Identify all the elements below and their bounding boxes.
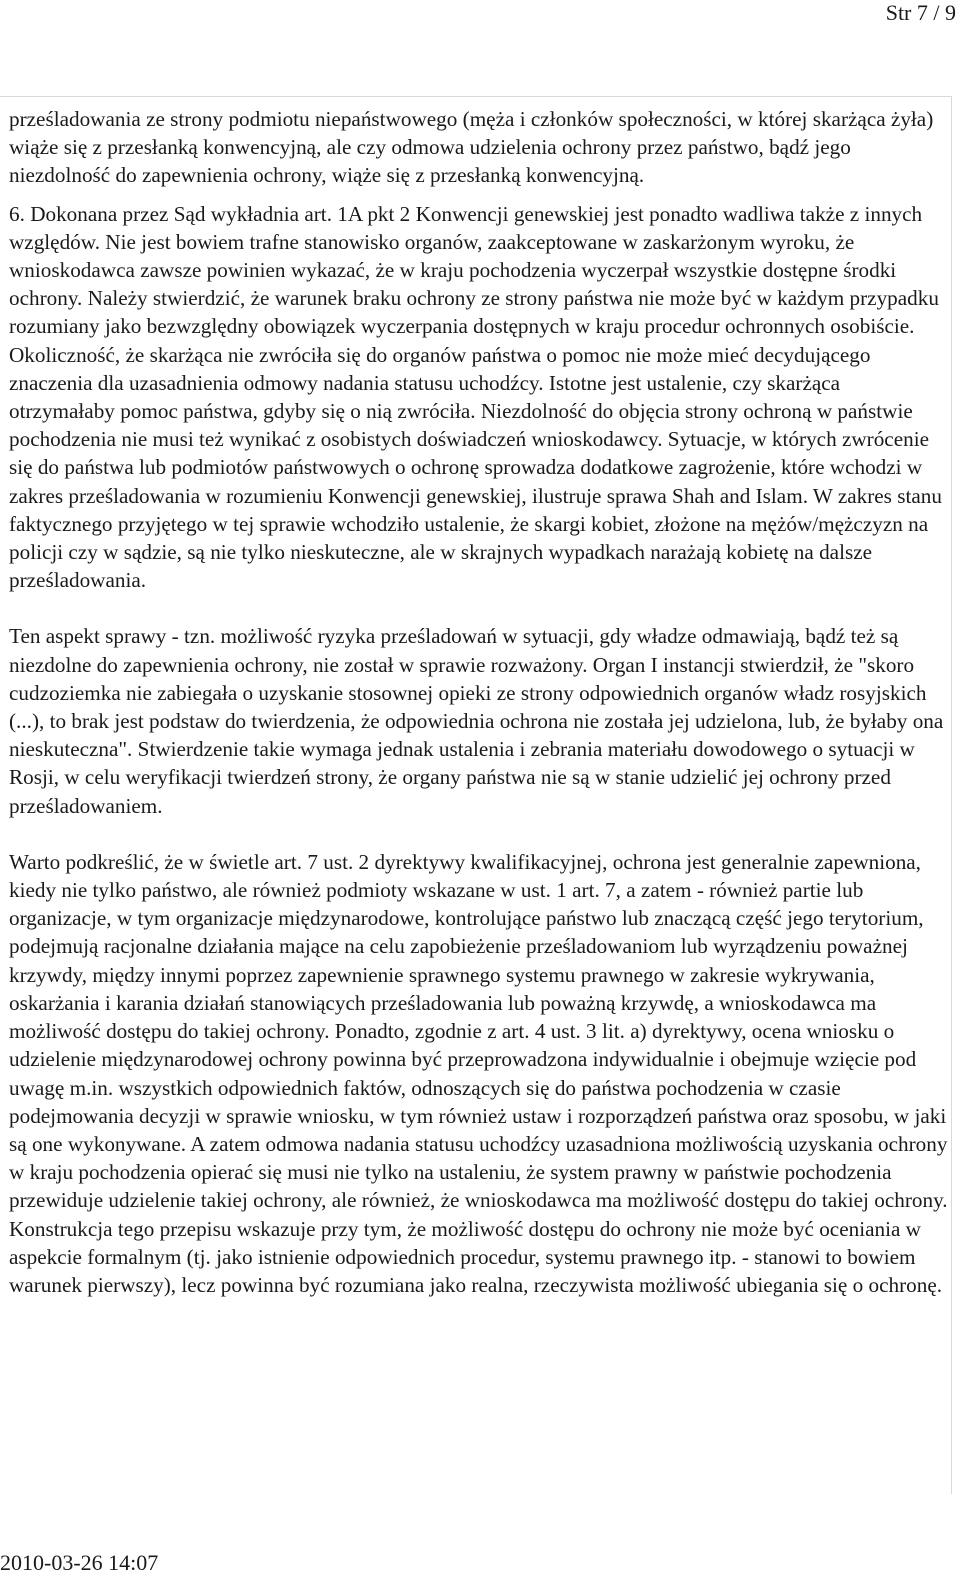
footer-timestamp: 2010-03-26 14:07 xyxy=(0,1550,159,1575)
paragraph-3: Ten aspekt sprawy - tzn. możliwość ryzyka prześladowań w sytuacji, gdy władze odmawiają, bądź też są niezdolne do zapewnienia ochrony, nie został w sprawie rozważony. Organ I instancji stwierdził, że "skoro cudzoziemka nie zabiegała o uzyskanie stosownej opieki ze strony odpowiednich organów władz rosyjskich (...), to brak jest podstaw do twierdzenia, że odpowiednia ochrona nie została jej udzielona, lub, że byłaby ona nieskuteczna". Stwierdzenie takie wymaga jednak ustalenia i zebrania materiału dowodowego o sytuacji w Rosji, w celu weryfikacji twierdzeń strony, że organy państwa nie są w stanie udzielić jej ochrony przed prześladowaniem. xyxy=(9,624,944,818)
paragraph-2: 6. Dokonana przez Sąd wykładnia art. 1A pkt 2 Konwencji genewskiej jest ponadto wadliwa także z innych względów. Nie jest bowiem trafne stanowisko organów, zaakceptowane w zaskarżonym wyroku, że wnioskodawca zawsze powinien wykazać, że w kraju pochodzenia wyczerpał wszystkie dostępne środki ochrony. Należy stwierdzić, że warunek braku ochrony ze strony państwa nie może być w każdym przypadku rozumiany jako bezwzględny obowiązek wyczerpania dostępnych w kraju procedur ochronnych osobiście. Okoliczność, że skarżąca nie zwróciła się do organów państwa o pomoc nie może mieć decydującego znaczenia dla uzasadnienia odmowy nadania statusu uchodźcy. Istotne jest ustalenie, czy skarżąca otrzymałaby pomoc państwa, gdyby się o nią zwróciła. Niezdolność do objęcia strony ochroną w państwie pochodzenia nie musi też wynikać z osobistych doświadczeń wnioskodawcy. Sytuacje, w których zwrócenie się do państwa lub podmiotów państwowych o ochronę sprowadza dodatkowe zagrożenie, które wchodzi w zakres prześladowania w rozumieniu Konwencji genewskiej, ilustruje sprawa Shah and Islam. W zakres stanu faktycznego przyjętego w tej sprawie wchodziło ustalenie, że skargi kobiet, złożone na mężów/mężczyzn na policji czy w sądzie, są nie tylko nieskuteczne, ale w skrajnych wypadkach narażają kobietę na dalsze prześladowania. xyxy=(9,201,942,593)
page-number: Str 7 / 9 xyxy=(885,0,956,25)
paragraph-4: Warto podkreślić, że w świetle art. 7 ust. 2 dyrektywy kwalifikacyjnej, ochrona jest generalnie zapewniona, kiedy nie tylko państwo, ale również podmioty wskazane w ust. 1 art. 7, a zatem - również partie lub organizacje, w tym organizacje międzynarodowe, kontrolujące państwo lub znaczącą część jego terytorium, podejmują racjonalne działania mające na celu zapobieżenie prześladowaniom lub wyrządzeniu poważnej krzywdy, między innymi poprzez zapewnienie sprawnego systemu prawnego w zakresie wykrywania, oskarżania i karania działań stanowiących prześladowania lub poważną krzywdę, a wnioskodawca ma możliwość dostępu do takiej ochrony. Ponadto, zgodnie z art. 4 ust. 3 lit. a) dyrektywy, ocena wniosku o udzielenie międzynarodowej ochrony powinna być przeprowadzona indywidualnie i obejmuje wzięcie pod uwagę m.in. wszystkich odpowiednich faktów, odnoszących się do państwa pochodzenia w czasie podejmowania decyzji w sprawie wniosku, w tym również ustaw i rozporządzeń państwa oraz sposobu, w jaki są one wykonywane. A zatem odmowa nadania statusu uchodźcy uzasadniona możliwością uzyskania ochrony w kraju pochodzenia opierać się musi nie tylko na ustaleniu, że system prawny w państwie pochodzenia przewiduje udzielenie takiej ochrony, ale również, że wnioskodawca ma możliwość dostępu do takiej ochrony. Konstrukcja tego przepisu wskazuje przy tym, że możliwość dostępu do ochrony nie może być oceniania w aspekcie formalnym (tj. jako istnienie odpowiednich procedur, systemu prawnego itp. - stanowi to bowiem warunek pierwszy), lecz powinna być rozumiana jako realna, rzeczywista możliwość ubiegania się o ochronę. xyxy=(9,849,948,1297)
document-body xyxy=(0,96,952,1494)
paragraph-1: prześladowania ze strony podmiotu niepaństwowego (męża i członków społeczności, w której skarżąca żyła) wiąże się z przesłanką konwencyjną, ale czy odmowa udzielenia ochrony przez państwo, bądź jego niezdolność do zapewnienia ochrony, wiąże się z przesłanką konwencyjną. xyxy=(9,107,934,188)
